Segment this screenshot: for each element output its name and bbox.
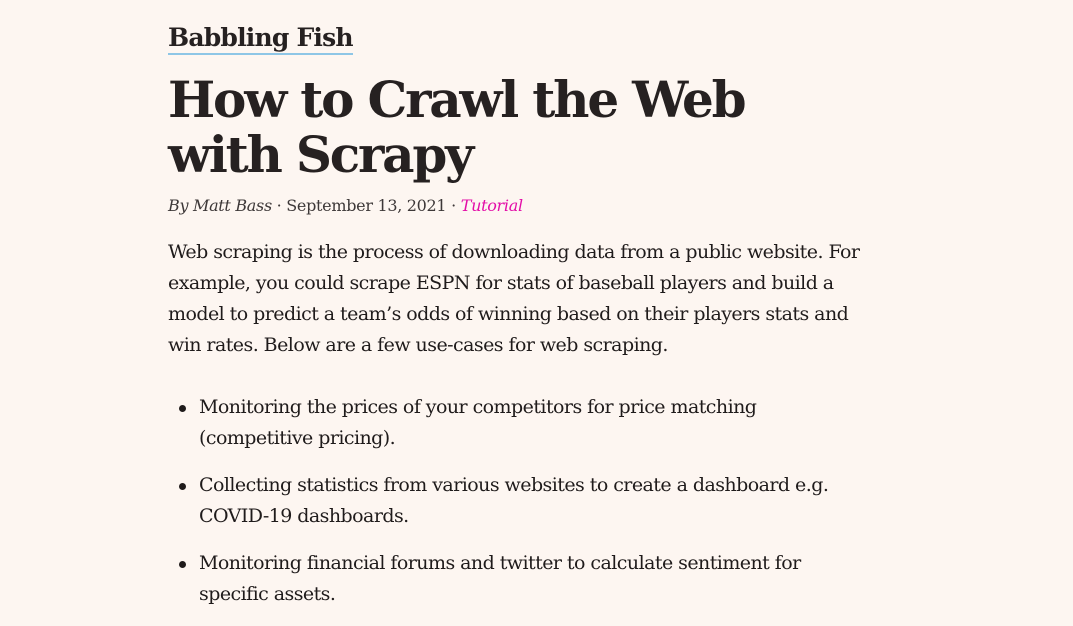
bullet-icon <box>179 561 186 568</box>
list-item <box>168 470 848 532</box>
meta-separator: · <box>451 196 456 215</box>
article-title: How to Crawl the Web with Scrapy <box>168 70 745 184</box>
list-item <box>168 392 848 454</box>
bullet-icon <box>179 483 186 490</box>
list-item <box>168 548 848 610</box>
site-logo-link[interactable]: Babbling Fish <box>168 22 353 55</box>
author-byline: By Matt Bass <box>168 196 272 215</box>
list-item-text: Monitoring financial forums and twitter to calculate sentiment for specific assets. <box>199 552 801 605</box>
bullet-icon <box>179 405 186 412</box>
meta-separator: · <box>276 196 282 215</box>
category-link[interactable]: Tutorial <box>460 196 523 215</box>
publish-date: September 13, 2021 <box>286 196 447 215</box>
list-item-text: Monitoring the prices of your competitors for price matching (competitive pricing). <box>199 396 757 449</box>
list-item-text: Collecting statistics from various websites to create a dashboard e.g. COVID-19 dashboards. <box>199 474 829 527</box>
article-meta <box>168 194 523 218</box>
use-case-list <box>168 392 848 626</box>
intro-paragraph: Web scraping is the process of downloading data from a public website. For example, you could scrape ESPN for stats of baseball players and build a model to predict a team’s odds of winning based on their players stats and win rates. Below are a few use-cases for web scraping. <box>168 241 860 356</box>
